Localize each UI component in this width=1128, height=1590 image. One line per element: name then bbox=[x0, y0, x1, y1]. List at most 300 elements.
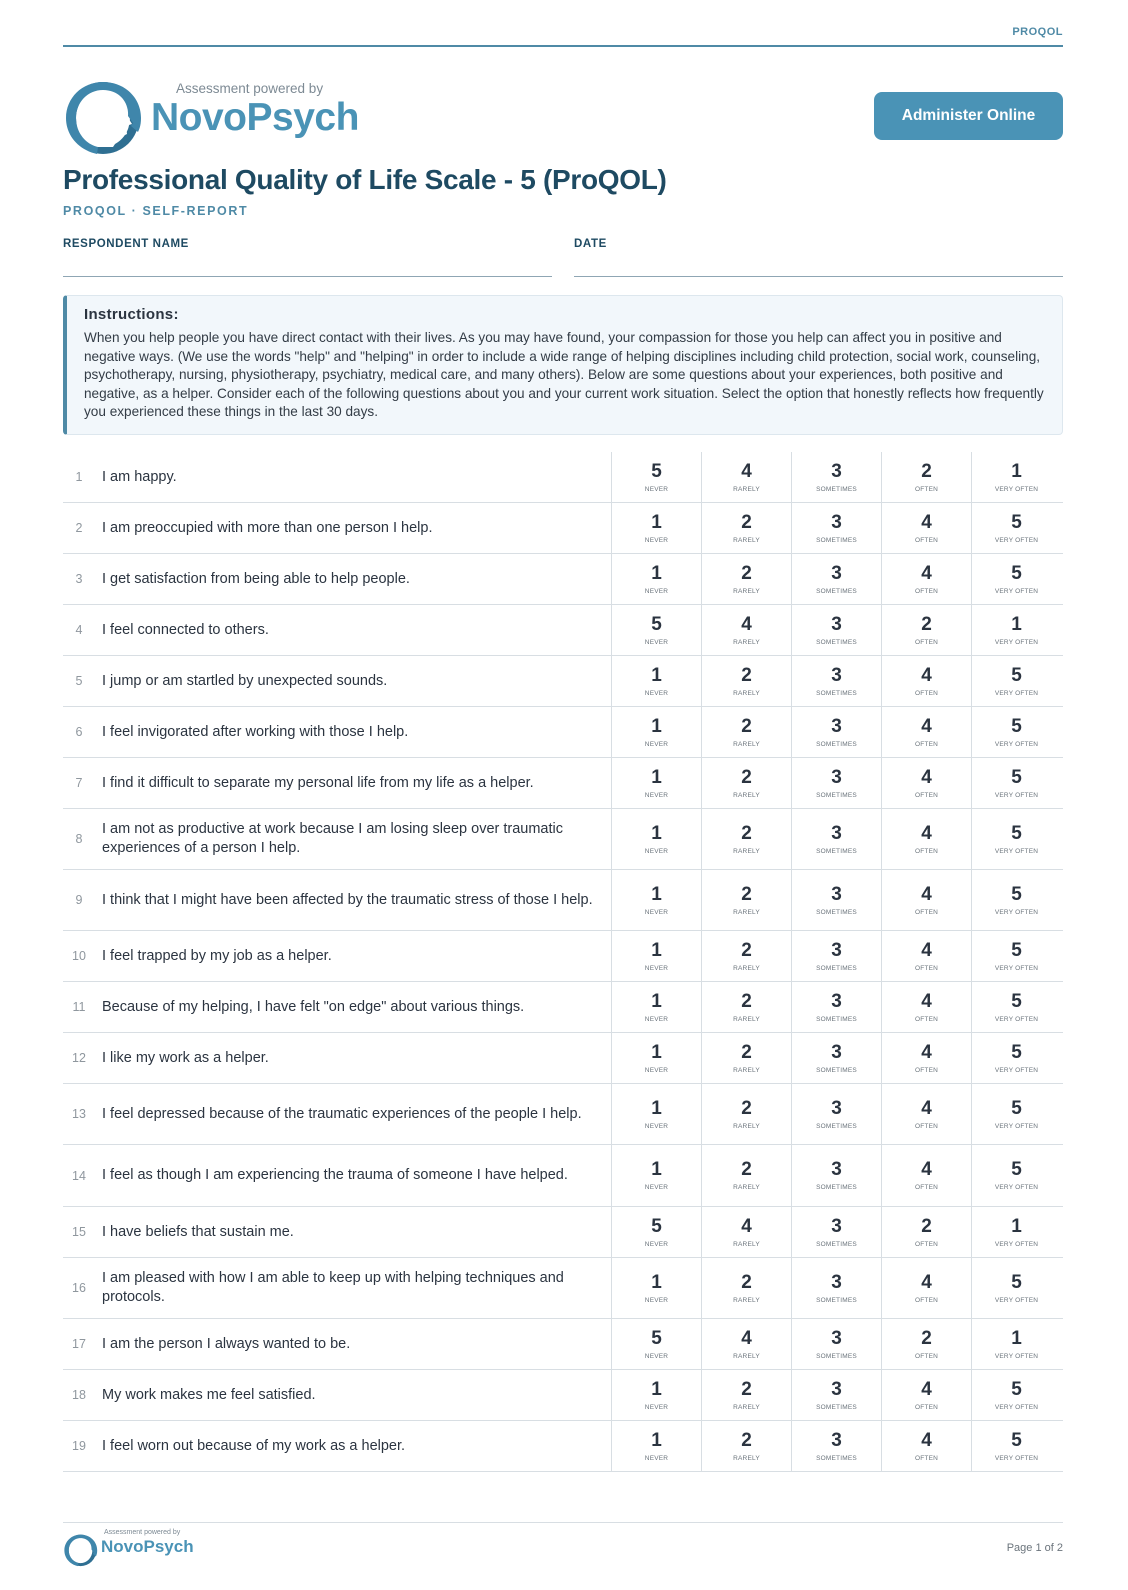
instructions-heading: Instructions: bbox=[84, 306, 179, 323]
option-score: 1 bbox=[651, 990, 662, 1012]
option-score: 3 bbox=[831, 883, 842, 905]
option-label: OFTEN bbox=[914, 847, 939, 855]
item-question: I think that I might have been affected by the traumatic stress of those I help. bbox=[102, 891, 593, 908]
option-label: NEVER bbox=[644, 689, 669, 697]
response-option[interactable] bbox=[881, 1421, 971, 1471]
respondent-name-field[interactable] bbox=[63, 276, 552, 277]
response-option[interactable] bbox=[971, 758, 1061, 808]
option-score: 2 bbox=[921, 1215, 932, 1237]
response-options bbox=[611, 503, 1061, 553]
response-option[interactable] bbox=[791, 809, 881, 869]
response-option[interactable] bbox=[611, 1370, 701, 1420]
option-label: VERY OFTEN bbox=[994, 1296, 1039, 1304]
option-label: NEVER bbox=[644, 964, 669, 972]
option-score: 1 bbox=[651, 1097, 662, 1119]
response-option[interactable] bbox=[971, 809, 1061, 869]
option-label: NEVER bbox=[644, 847, 669, 855]
option-score: 1 bbox=[651, 511, 662, 533]
option-label: NEVER bbox=[644, 908, 669, 916]
option-label: OFTEN bbox=[914, 1352, 939, 1360]
option-label: VERY OFTEN bbox=[994, 740, 1039, 748]
item-question: I am not as productive at work because I am losing sleep over traumatic experiences of a person I help. bbox=[102, 821, 563, 856]
response-option[interactable] bbox=[701, 1421, 791, 1471]
response-option[interactable] bbox=[881, 758, 971, 808]
response-option[interactable] bbox=[611, 809, 701, 869]
page-number: Page 1 of 2 bbox=[1006, 1542, 1063, 1554]
option-label: SOMETIMES bbox=[816, 485, 857, 493]
response-option[interactable] bbox=[971, 1084, 1061, 1144]
option-score: 3 bbox=[831, 1097, 842, 1119]
response-options bbox=[611, 1207, 1061, 1257]
item-number: 5 bbox=[75, 674, 83, 688]
option-score: 4 bbox=[921, 766, 932, 788]
item-row bbox=[63, 503, 1063, 554]
item-number: 18 bbox=[72, 1388, 86, 1402]
option-label: NEVER bbox=[644, 1066, 669, 1074]
response-option[interactable] bbox=[881, 1084, 971, 1144]
response-option[interactable] bbox=[701, 982, 791, 1032]
option-score: 4 bbox=[921, 822, 932, 844]
option-score: 1 bbox=[651, 766, 662, 788]
option-score: 5 bbox=[1011, 511, 1022, 533]
response-option[interactable] bbox=[701, 1370, 791, 1420]
item-number: 17 bbox=[72, 1337, 86, 1351]
response-option[interactable] bbox=[791, 758, 881, 808]
option-score: 1 bbox=[651, 883, 662, 905]
response-option[interactable] bbox=[881, 1145, 971, 1206]
option-label: VERY OFTEN bbox=[994, 791, 1039, 799]
response-option[interactable] bbox=[881, 707, 971, 757]
option-score: 1 bbox=[651, 1159, 662, 1180]
response-option[interactable] bbox=[701, 1319, 791, 1369]
option-label: VERY OFTEN bbox=[994, 536, 1039, 544]
option-score: 5 bbox=[1011, 1041, 1022, 1063]
option-label: RARELY bbox=[733, 689, 760, 697]
response-option[interactable] bbox=[881, 1207, 971, 1257]
option-score: 5 bbox=[651, 613, 662, 635]
response-option[interactable] bbox=[611, 503, 701, 553]
option-label: OFTEN bbox=[914, 1240, 939, 1248]
option-score: 3 bbox=[831, 1215, 842, 1237]
response-option[interactable] bbox=[971, 1258, 1061, 1318]
item-number: 13 bbox=[72, 1107, 86, 1121]
option-label: VERY OFTEN bbox=[994, 485, 1039, 493]
response-option[interactable] bbox=[611, 707, 701, 757]
response-option[interactable] bbox=[701, 605, 791, 655]
item-row bbox=[63, 1370, 1063, 1421]
response-option[interactable] bbox=[971, 605, 1061, 655]
option-score: 4 bbox=[921, 664, 932, 686]
option-score: 5 bbox=[1011, 1429, 1022, 1451]
response-option[interactable] bbox=[881, 1370, 971, 1420]
item-row bbox=[63, 1207, 1063, 1258]
response-option[interactable] bbox=[791, 503, 881, 553]
response-option[interactable] bbox=[791, 982, 881, 1032]
response-option[interactable] bbox=[791, 605, 881, 655]
item-question: I feel invigorated after working with those I help. bbox=[102, 723, 409, 740]
option-score: 4 bbox=[741, 460, 752, 482]
option-label: RARELY bbox=[733, 485, 760, 493]
option-score: 1 bbox=[651, 664, 662, 686]
response-option[interactable] bbox=[791, 1145, 881, 1206]
option-score: 1 bbox=[651, 822, 662, 844]
option-score: 1 bbox=[1011, 1215, 1022, 1237]
option-score: 2 bbox=[741, 664, 752, 686]
option-label: OFTEN bbox=[914, 791, 939, 799]
option-label: OFTEN bbox=[914, 1454, 939, 1462]
option-score: 5 bbox=[1011, 766, 1022, 788]
response-option[interactable] bbox=[971, 931, 1061, 981]
option-score: 3 bbox=[831, 613, 842, 635]
item-question: I feel depressed because of the traumatic experiences of the people I help. bbox=[102, 1105, 582, 1122]
option-score: 2 bbox=[741, 939, 752, 961]
response-option[interactable] bbox=[791, 931, 881, 981]
logo-powered-by: Assessment powered by bbox=[176, 81, 324, 96]
option-score: 4 bbox=[741, 1327, 752, 1349]
option-label: SOMETIMES bbox=[816, 1066, 857, 1074]
administer-online-button[interactable]: Administer Online bbox=[874, 92, 1063, 140]
option-score: 4 bbox=[921, 715, 932, 737]
response-options bbox=[611, 1033, 1061, 1083]
item-row bbox=[63, 1421, 1063, 1472]
option-score: 2 bbox=[741, 822, 752, 844]
item-row bbox=[63, 1258, 1063, 1319]
option-label: NEVER bbox=[644, 1240, 669, 1248]
response-option[interactable] bbox=[701, 503, 791, 553]
option-label: OFTEN bbox=[914, 1122, 939, 1130]
page-subtitle: PROQOL · SELF-REPORT bbox=[63, 204, 249, 218]
response-options bbox=[611, 1319, 1061, 1369]
response-option[interactable] bbox=[971, 554, 1061, 604]
option-score: 1 bbox=[651, 1271, 662, 1293]
response-option[interactable] bbox=[611, 758, 701, 808]
option-label: NEVER bbox=[644, 536, 669, 544]
option-label: VERY OFTEN bbox=[994, 908, 1039, 916]
header-rule bbox=[63, 45, 1063, 47]
response-options bbox=[611, 554, 1061, 604]
page-title: Professional Quality of Life Scale - 5 (ProQOL) bbox=[63, 164, 667, 195]
option-score: 2 bbox=[921, 1327, 932, 1349]
option-label: RARELY bbox=[733, 1403, 760, 1411]
option-label: SOMETIMES bbox=[816, 638, 857, 646]
option-score: 2 bbox=[741, 1271, 752, 1293]
response-option[interactable] bbox=[611, 982, 701, 1032]
response-option[interactable] bbox=[701, 931, 791, 981]
option-score: 4 bbox=[921, 939, 932, 961]
option-label: NEVER bbox=[644, 791, 669, 799]
option-score: 4 bbox=[921, 562, 932, 584]
option-label: OFTEN bbox=[914, 1184, 939, 1191]
response-option[interactable] bbox=[611, 1319, 701, 1369]
option-score: 5 bbox=[1011, 1159, 1022, 1180]
option-label: NEVER bbox=[644, 587, 669, 595]
option-label: RARELY bbox=[733, 1184, 760, 1191]
instructions-box bbox=[63, 295, 1063, 435]
option-score: 4 bbox=[741, 613, 752, 635]
option-score: 3 bbox=[831, 664, 842, 686]
item-question: I have beliefs that sustain me. bbox=[102, 1223, 294, 1240]
item-question: I feel connected to others. bbox=[102, 621, 269, 638]
response-options bbox=[611, 1421, 1061, 1471]
option-score: 3 bbox=[831, 715, 842, 737]
item-number: 12 bbox=[72, 1051, 86, 1065]
option-label: SOMETIMES bbox=[816, 1122, 857, 1130]
response-options bbox=[611, 1084, 1061, 1144]
response-option[interactable] bbox=[971, 1033, 1061, 1083]
option-score: 5 bbox=[651, 460, 662, 482]
response-options bbox=[611, 452, 1061, 502]
response-option[interactable] bbox=[881, 656, 971, 706]
option-label: RARELY bbox=[733, 1240, 760, 1248]
option-score: 2 bbox=[741, 1159, 752, 1180]
response-option[interactable] bbox=[791, 870, 881, 930]
option-label: OFTEN bbox=[914, 1015, 939, 1023]
response-option[interactable] bbox=[881, 870, 971, 930]
response-options bbox=[611, 656, 1061, 706]
response-option[interactable] bbox=[791, 1033, 881, 1083]
option-label: SOMETIMES bbox=[816, 1240, 857, 1248]
option-score: 4 bbox=[921, 511, 932, 533]
option-label: SOMETIMES bbox=[816, 587, 857, 595]
response-option[interactable] bbox=[701, 1145, 791, 1206]
item-question: I jump or am startled by unexpected sounds. bbox=[102, 672, 388, 689]
response-option[interactable] bbox=[971, 452, 1061, 502]
option-score: 4 bbox=[921, 1159, 932, 1180]
option-label: SOMETIMES bbox=[816, 964, 857, 972]
option-score: 5 bbox=[1011, 1271, 1022, 1293]
option-label: SOMETIMES bbox=[816, 1296, 857, 1304]
item-number: 4 bbox=[75, 623, 83, 637]
item-row bbox=[63, 1084, 1063, 1145]
response-option[interactable] bbox=[611, 605, 701, 655]
item-row bbox=[63, 758, 1063, 809]
item-row bbox=[63, 707, 1063, 758]
item-number: 15 bbox=[72, 1225, 86, 1239]
response-option[interactable] bbox=[881, 554, 971, 604]
response-option[interactable] bbox=[881, 1319, 971, 1369]
novopsych-logo bbox=[63, 76, 363, 156]
response-option[interactable] bbox=[881, 503, 971, 553]
option-label: OFTEN bbox=[914, 1296, 939, 1304]
response-option[interactable] bbox=[971, 1145, 1061, 1206]
option-label: OFTEN bbox=[914, 689, 939, 697]
response-option[interactable] bbox=[881, 931, 971, 981]
item-question: My work makes me feel satisfied. bbox=[102, 1386, 316, 1403]
item-row bbox=[63, 1319, 1063, 1370]
option-score: 4 bbox=[921, 1041, 932, 1063]
option-score: 3 bbox=[831, 939, 842, 961]
logo-wordmark: NovoPsych bbox=[151, 96, 359, 139]
option-score: 5 bbox=[1011, 1378, 1022, 1400]
option-label: RARELY bbox=[733, 638, 760, 646]
option-label: SOMETIMES bbox=[816, 1403, 857, 1411]
response-option[interactable] bbox=[791, 707, 881, 757]
response-option[interactable] bbox=[791, 1421, 881, 1471]
option-score: 4 bbox=[921, 1429, 932, 1451]
option-label: SOMETIMES bbox=[816, 1454, 857, 1462]
option-label: NEVER bbox=[644, 1454, 669, 1462]
response-option[interactable] bbox=[971, 503, 1061, 553]
response-option[interactable] bbox=[791, 452, 881, 502]
option-label: RARELY bbox=[733, 791, 760, 799]
option-label: OFTEN bbox=[914, 1403, 939, 1411]
option-score: 4 bbox=[921, 1378, 932, 1400]
response-option[interactable] bbox=[971, 870, 1061, 930]
response-option[interactable] bbox=[611, 1033, 701, 1083]
option-score: 4 bbox=[741, 1215, 752, 1237]
response-option[interactable] bbox=[791, 1207, 881, 1257]
item-row bbox=[63, 605, 1063, 656]
instructions-text: When you help people you have direct contact with their lives. As you may have found, your compassion for those you help can affect you in positive and negative ways. (We use the words "help" and "helping" in order to include a wide range of helping disciplines including child protection, social work, counseling, psychotherapy, nursing, physiotherapy, psychiatry, medical care, and many others). Below are some questions about your experiences, both positive and negative, as a helper. Consider each of the following questions about you and your current work situation. Select the option that honestly reflects how frequently you experienced these things in the last 30 days. bbox=[84, 330, 1044, 420]
response-option[interactable] bbox=[611, 1145, 701, 1206]
option-label: NEVER bbox=[644, 638, 669, 646]
response-option[interactable] bbox=[881, 1033, 971, 1083]
response-option[interactable] bbox=[701, 1084, 791, 1144]
head-profile-icon bbox=[63, 76, 145, 156]
option-score: 5 bbox=[1011, 664, 1022, 686]
option-score: 5 bbox=[1011, 939, 1022, 961]
option-score: 1 bbox=[651, 715, 662, 737]
option-label: RARELY bbox=[733, 1454, 760, 1462]
response-option[interactable] bbox=[791, 1258, 881, 1318]
option-label: OFTEN bbox=[914, 964, 939, 972]
response-option[interactable] bbox=[611, 452, 701, 502]
option-score: 2 bbox=[741, 562, 752, 584]
option-score: 2 bbox=[741, 766, 752, 788]
response-options bbox=[611, 931, 1061, 981]
item-question: I feel worn out because of my work as a helper. bbox=[102, 1437, 406, 1454]
footer-logo bbox=[63, 1528, 213, 1568]
item-row bbox=[63, 931, 1063, 982]
response-option[interactable] bbox=[971, 982, 1061, 1032]
option-label: RARELY bbox=[733, 908, 760, 916]
response-option[interactable] bbox=[701, 758, 791, 808]
option-score: 5 bbox=[1011, 822, 1022, 844]
response-option[interactable] bbox=[701, 656, 791, 706]
response-options bbox=[611, 870, 1061, 930]
response-option[interactable] bbox=[791, 1370, 881, 1420]
response-option[interactable] bbox=[971, 1319, 1061, 1369]
item-question: I feel trapped by my job as a helper. bbox=[102, 947, 332, 964]
response-option[interactable] bbox=[701, 1033, 791, 1083]
response-options bbox=[611, 605, 1061, 655]
response-option[interactable] bbox=[881, 809, 971, 869]
option-label: NEVER bbox=[644, 485, 669, 493]
option-score: 2 bbox=[741, 1429, 752, 1451]
option-label: OFTEN bbox=[914, 740, 939, 748]
option-score: 3 bbox=[831, 460, 842, 482]
response-option[interactable] bbox=[701, 809, 791, 869]
response-option[interactable] bbox=[611, 656, 701, 706]
option-score: 4 bbox=[921, 883, 932, 905]
response-option[interactable] bbox=[611, 1084, 701, 1144]
item-number: 11 bbox=[72, 1000, 86, 1014]
item-question: I am pleased with how I am able to keep up with helping techniques and protocols. bbox=[102, 1270, 564, 1305]
response-option[interactable] bbox=[611, 931, 701, 981]
option-score: 5 bbox=[1011, 883, 1022, 905]
response-options bbox=[611, 1145, 1061, 1206]
date-field[interactable] bbox=[574, 276, 1063, 277]
footer-rule bbox=[63, 1522, 1063, 1523]
option-score: 5 bbox=[1011, 1097, 1022, 1119]
response-options bbox=[611, 809, 1061, 869]
option-score: 5 bbox=[651, 1215, 662, 1237]
option-score: 2 bbox=[921, 460, 932, 482]
option-label: SOMETIMES bbox=[816, 1352, 857, 1360]
response-option[interactable] bbox=[611, 1421, 701, 1471]
option-score: 1 bbox=[651, 1429, 662, 1451]
response-options bbox=[611, 982, 1061, 1032]
item-number: 3 bbox=[75, 572, 83, 586]
response-option[interactable] bbox=[611, 554, 701, 604]
option-label: VERY OFTEN bbox=[994, 1454, 1039, 1462]
response-option[interactable] bbox=[971, 656, 1061, 706]
option-score: 3 bbox=[831, 766, 842, 788]
option-label: VERY OFTEN bbox=[994, 1352, 1039, 1360]
response-option[interactable] bbox=[971, 1421, 1061, 1471]
response-option[interactable] bbox=[611, 1207, 701, 1257]
option-label: SOMETIMES bbox=[816, 1184, 857, 1191]
response-option[interactable] bbox=[701, 554, 791, 604]
response-option[interactable] bbox=[971, 1207, 1061, 1257]
option-label: OFTEN bbox=[914, 587, 939, 595]
item-row bbox=[63, 656, 1063, 707]
option-label: SOMETIMES bbox=[816, 536, 857, 544]
option-label: VERY OFTEN bbox=[994, 638, 1039, 646]
option-label: SOMETIMES bbox=[816, 689, 857, 697]
option-score: 5 bbox=[1011, 990, 1022, 1012]
respondent-name-label: RESPONDENT NAME bbox=[63, 238, 189, 250]
response-option[interactable] bbox=[791, 554, 881, 604]
option-label: NEVER bbox=[644, 1015, 669, 1023]
option-score: 2 bbox=[741, 1041, 752, 1063]
option-label: OFTEN bbox=[914, 908, 939, 916]
option-score: 3 bbox=[831, 1327, 842, 1349]
response-option[interactable] bbox=[701, 1258, 791, 1318]
response-option[interactable] bbox=[881, 1258, 971, 1318]
option-label: NEVER bbox=[644, 1296, 669, 1304]
option-score: 2 bbox=[741, 715, 752, 737]
option-score: 3 bbox=[831, 990, 842, 1012]
option-score: 5 bbox=[1011, 715, 1022, 737]
response-option[interactable] bbox=[611, 1258, 701, 1318]
option-label: RARELY bbox=[733, 847, 760, 855]
item-number: 10 bbox=[72, 949, 86, 963]
response-option[interactable] bbox=[791, 1084, 881, 1144]
response-option[interactable] bbox=[881, 452, 971, 502]
response-option[interactable] bbox=[701, 707, 791, 757]
response-option[interactable] bbox=[971, 1370, 1061, 1420]
item-number: 9 bbox=[75, 893, 83, 907]
response-option[interactable] bbox=[611, 870, 701, 930]
response-option[interactable] bbox=[881, 982, 971, 1032]
option-label: RARELY bbox=[733, 1352, 760, 1360]
response-option[interactable] bbox=[791, 656, 881, 706]
response-option[interactable] bbox=[971, 707, 1061, 757]
response-option[interactable] bbox=[701, 870, 791, 930]
item-question: I feel as though I am experiencing the trauma of someone I have helped. bbox=[102, 1167, 568, 1184]
response-options bbox=[611, 707, 1061, 757]
option-score: 1 bbox=[651, 939, 662, 961]
option-score: 4 bbox=[921, 1097, 932, 1119]
option-label: VERY OFTEN bbox=[994, 587, 1039, 595]
response-option[interactable] bbox=[881, 605, 971, 655]
response-option[interactable] bbox=[701, 452, 791, 502]
item-number: 14 bbox=[72, 1168, 86, 1183]
response-option[interactable] bbox=[791, 1319, 881, 1369]
response-options bbox=[611, 1258, 1061, 1318]
response-option[interactable] bbox=[701, 1207, 791, 1257]
